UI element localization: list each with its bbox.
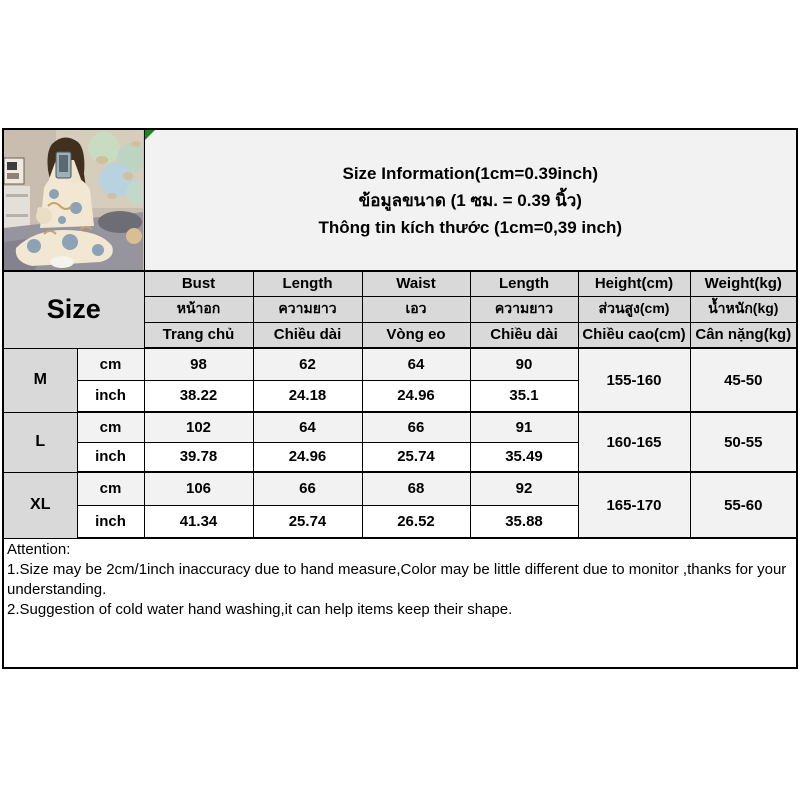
- l-height-range: 160-165: [578, 412, 690, 472]
- attention-line-2: 2.Suggestion of cold water hand washing,it can help items keep their shape.: [7, 601, 513, 618]
- header-length1-en: Length: [253, 271, 362, 296]
- header-height-en: Height(cm): [578, 271, 690, 296]
- size-m-label: M: [3, 348, 77, 412]
- m-inch-waist: 24.96: [362, 380, 470, 412]
- header-height-th: ส่วนสูง(cm): [578, 296, 690, 322]
- size-xl-label: XL: [3, 472, 77, 538]
- xl-cm-length1: 66: [253, 472, 362, 505]
- unit-cm-label: cm: [77, 348, 144, 380]
- unit-cm-label: cm: [77, 472, 144, 505]
- xl-weight-range: 55-60: [690, 472, 797, 538]
- header-waist-en: Waist: [362, 271, 470, 296]
- l-inch-waist: 25.74: [362, 442, 470, 472]
- attention-note: [3, 538, 797, 668]
- l-cm-waist: 66: [362, 412, 470, 442]
- header-weight-vi: Cân nặng(kg): [690, 322, 797, 348]
- xl-height-range: 165-170: [578, 472, 690, 538]
- header-length2-en: Length: [470, 271, 578, 296]
- size-information-title: [144, 129, 797, 271]
- m-cm-waist: 64: [362, 348, 470, 380]
- header-weight-th: น้ำหนัก(kg): [690, 296, 797, 322]
- m-inch-length1: 24.18: [253, 380, 362, 412]
- title-line-thai: ข้อมูลขนาด (1 ซม. = 0.39 นิ้ว): [358, 190, 582, 210]
- unit-inch-label: inch: [77, 505, 144, 538]
- header-length1-th: ความยาว: [253, 296, 362, 322]
- l-cm-bust: 102: [144, 412, 253, 442]
- title-line-english: Size Information(1cm=0.39inch): [342, 163, 599, 183]
- unit-cm-label: cm: [77, 412, 144, 442]
- header-height-vi: Chiều cao(cm): [578, 322, 690, 348]
- m-cm-length2: 90: [470, 348, 578, 380]
- header-bust-en: Bust: [144, 271, 253, 296]
- l-weight-range: 50-55: [690, 412, 797, 472]
- header-length1-vi: Chiều dài: [253, 322, 362, 348]
- title-line-vietnamese: Thông tin kích thước (1cm=0,39 inch): [318, 217, 623, 237]
- header-length2-vi: Chiều dài: [470, 322, 578, 348]
- l-cm-length1: 64: [253, 412, 362, 442]
- xl-inch-length2: 35.88: [470, 505, 578, 538]
- xl-cm-bust: 106: [144, 472, 253, 505]
- l-cm-length2: 91: [470, 412, 578, 442]
- size-corner-label: Size: [3, 271, 144, 348]
- header-length2-th: ความยาว: [470, 296, 578, 322]
- header-bust-vi: Trang chủ: [144, 322, 253, 348]
- size-l-label: L: [3, 412, 77, 472]
- green-corner-marker-icon: [145, 130, 155, 140]
- m-weight-range: 45-50: [690, 348, 797, 412]
- l-inch-bust: 39.78: [144, 442, 253, 472]
- header-weight-en: Weight(kg): [690, 271, 797, 296]
- xl-inch-waist: 26.52: [362, 505, 470, 538]
- m-cm-bust: 98: [144, 348, 253, 380]
- m-cm-length1: 62: [253, 348, 362, 380]
- m-height-range: 155-160: [578, 348, 690, 412]
- header-waist-vi: Vòng eo: [362, 322, 470, 348]
- header-waist-th: เอว: [362, 296, 470, 322]
- l-inch-length2: 35.49: [470, 442, 578, 472]
- m-inch-length2: 35.1: [470, 380, 578, 412]
- unit-inch-label: inch: [77, 442, 144, 472]
- product-photo: [3, 129, 144, 271]
- xl-inch-bust: 41.34: [144, 505, 253, 538]
- size-chart-table: [2, 128, 798, 669]
- xl-cm-waist: 68: [362, 472, 470, 505]
- m-inch-bust: 38.22: [144, 380, 253, 412]
- attention-heading: Attention:: [7, 541, 71, 558]
- pajama-selfie-illustration: [4, 130, 143, 270]
- xl-inch-length1: 25.74: [253, 505, 362, 538]
- unit-inch-label: inch: [77, 380, 144, 412]
- header-bust-th: หน้าอก: [144, 296, 253, 322]
- l-inch-length1: 24.96: [253, 442, 362, 472]
- attention-line-1: 1.Size may be 2cm/1inch inaccuracy due to hand measure,Color may be little different due to monitor ,thanks for your understanding.: [7, 561, 787, 598]
- xl-cm-length2: 92: [470, 472, 578, 505]
